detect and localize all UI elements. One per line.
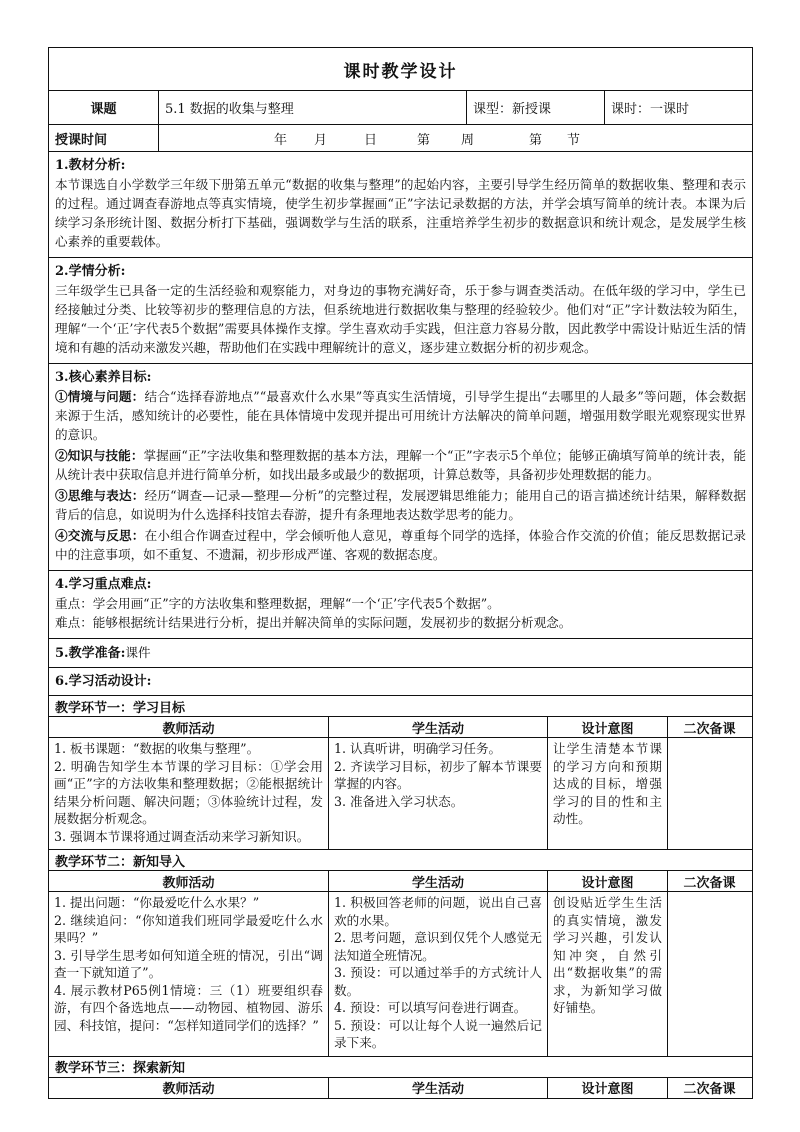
goal-head: ④交流与反思： (55, 528, 145, 543)
teacher-step: 1. 提出问题：“你最爱吃什么水果？” (54, 895, 260, 910)
teacher-step: 1. 板书课题：“数据的收集与整理”。 (54, 741, 260, 756)
lesson-hours: 课时：一课时 (611, 102, 690, 117)
table-row (49, 891, 752, 1056)
section-heading: 4.学习重点难点: (55, 577, 152, 592)
stage-block (48, 850, 753, 1057)
preparation-text: 课件 (125, 645, 151, 660)
time-week-prefix: 第 (417, 132, 431, 148)
section-learner-analysis (48, 258, 753, 364)
design-intent: 创设贴近学生生活的真实情境，激发学习兴趣，引发认知冲突，自然引出“数据收集”的需求，为新知学习做好铺垫。 (548, 892, 668, 1056)
goal-item (55, 387, 746, 444)
header-teacher: 教师活动 (49, 871, 329, 891)
teacher-step: 3. 引导学生思考如何知道全班的情况，引出“调查一下就知道了”。 (54, 947, 323, 980)
section-heading: 5.教学准备: (55, 646, 126, 661)
stage-block (48, 696, 753, 850)
section-activity-design (48, 668, 753, 696)
table-header-row (49, 716, 752, 737)
time-section-prefix: 第 (529, 132, 543, 148)
goal-item (55, 486, 746, 524)
goal-item (55, 446, 746, 484)
stage-title: 教学环节二：新知导入 (55, 854, 186, 870)
student-step: 4. 预设：可以填写问卷进行调查。 (334, 1000, 527, 1015)
time-month: 月 (314, 132, 328, 148)
header-teacher: 教师活动 (49, 717, 329, 737)
stage-title: 教学环节一：学习目标 (55, 700, 186, 716)
student-step: 5. 预设：可以让每个人说一遍然后记录下来。 (334, 1017, 542, 1050)
section-preparation (48, 639, 753, 668)
teacher-step: 3. 强调本节课将通过调查活动来学习新知识。 (54, 828, 310, 844)
section-heading: 6.学习活动设计: (55, 674, 152, 689)
time-section-suffix: 节 (567, 132, 581, 148)
design-intent: 让学生清楚本节课的学习方向和预期达成的目标，增强学习的目的性和主动性。 (548, 738, 668, 849)
header-intent: 设计意图 (548, 1078, 668, 1098)
document-title: 课时教学设计 (48, 47, 753, 91)
student-step: 1. 认真听讲，明确学习任务。 (334, 741, 502, 756)
goal-text: 在小组合作调查过程中，学会倾听他人意见，尊重每个同学的选择，体验合作交流的价值；能反思数据记录中的注意事项，如不重复、不遗漏，初步形成严谨、客观的数据态度。 (55, 528, 747, 562)
header-teacher: 教师活动 (49, 1078, 329, 1098)
topic-label: 课题 (49, 91, 159, 124)
header-student: 学生活动 (329, 871, 548, 891)
student-step: 3. 预设：可以通过举手的方式统计人数。 (334, 965, 542, 998)
goal-head: ①情境与问题： (55, 389, 145, 404)
teacher-activity (49, 892, 329, 1056)
header-student: 学生活动 (329, 717, 548, 737)
section-text: 本节课选自小学数学三年级下册第五单元“数据的收集与整理”的起始内容，主要引导学生经历简单的数据收集、整理和表示的过程。通过调查春游地点等真实情境，使学生初步掌握画“正”字法记录数据的方法，并学会填写简单的统计表。本课为后续学习条形统计图、数据分析打下基础，强调数学与生活的联系，注重培养学生初步的数据意识和统计观念，是发展学生核心素养的重要载体。 (55, 177, 746, 249)
second-notes (668, 892, 751, 1056)
student-activity (329, 892, 548, 1056)
time-week-suffix: 周 (461, 132, 475, 148)
lesson-type: 课型：新授课 (467, 91, 605, 124)
teacher-activity (49, 738, 329, 849)
section-heading: 2.学情分析: (55, 264, 126, 279)
difficult-point: 难点：能够根据统计结果进行分析，提出并解决简单的实际问题，发展初步的数据分析观念。 (55, 615, 572, 630)
teacher-step: 4. 展示教材P65例1情境：三（1）班要组织春游，有四个备选地点——动物园、植物园、游乐园、科技馆，提问：“怎样知道同学们的选择？” (54, 982, 323, 1033)
header-notes: 二次备课 (683, 721, 736, 737)
student-step: 2. 思考问题，意识到仅凭个人感觉无法知道全班情况。 (334, 930, 542, 963)
teacher-step: 2. 明确告知学生本节课的学习目标：①学会用画“正”字的方法收集和整理数据；②能根据统计结果分析问题、解决问题；③体验统计过程，发展数据分析观念。 (54, 758, 323, 826)
header-student: 学生活动 (329, 1078, 548, 1098)
goal-text: 经历“调查—记录—整理—分析”的完整过程，发展逻辑思维能力；能用自己的语言描述统计结果，解释数据背后的信息，如说明为什么选择科技馆去春游，提升有条理地表达数学思考的能力。 (55, 488, 746, 522)
time-day: 日 (364, 132, 378, 148)
section-text: 三年级学生已具备一定的生活经验和观察能力，对身边的事物充满好奇，乐于参与调查类活动。在低年级的学习中，学生已经接触过分类、比较等初步的整理信息的方法，但系统地进行数据收集与整理的经验较少。他们对“正”字计数法较为陌生，理解“一个‘正’字代表5个数据”需要具体操作支撑。学生喜欢动手实践，但注意力容易分散，因此教学中需设计贴近生活的情境和有趣的活动来激发兴趣，帮助他们在实践中理解统计的意义，逐步建立数据分析的初步观念。 (55, 283, 746, 355)
goal-item (55, 526, 746, 564)
header-intent: 设计意图 (548, 871, 668, 891)
second-notes (668, 738, 751, 849)
table-header-row (49, 870, 752, 891)
section-heading: 3.核心素养目标: (55, 370, 152, 385)
goal-head: ②知识与技能： (55, 448, 144, 463)
header-notes: 二次备课 (683, 1082, 736, 1097)
time-year: 年 (274, 132, 288, 148)
goal-text: 掌握画“正”字法收集和整理数据的基本方法，理解一个“正”字表示5个单位；能够正确填写简单的统计表，能从统计表中获取信息并进行简单分析，如找出最多或最少的数据项，计算总数等，具备初步处理数据的能力。 (55, 448, 746, 482)
time-row (48, 125, 753, 152)
table-row (49, 737, 752, 849)
goal-head: ③思维与表达： (55, 488, 145, 503)
section-key-difficult (48, 571, 753, 639)
time-label: 授课时间 (49, 125, 159, 151)
header-notes: 二次备课 (683, 875, 736, 891)
student-activity (329, 738, 548, 849)
goal-text: 结合“选择春游地点”“最喜欢什么水果”等真实生活情境，引导学生提出“去哪里的人最多”等问题，体会数据来源于生活，感知统计的必要性，能在具体情境中发现并提出可用统计方法解决的简单问题，增强用数学眼光观察现实世界的意识。 (55, 389, 747, 442)
stage-block (48, 1057, 753, 1099)
student-step: 1. 积极回答老师的问题，说出自己喜欢的水果。 (334, 895, 542, 928)
section-heading: 1.教材分析: (55, 158, 126, 173)
stage-title: 教学环节三：探索新知 (55, 1061, 186, 1076)
key-point: 重点：学会用画“正”字的方法收集和整理数据，理解“一个‘正’字代表5个数据”。 (55, 596, 500, 611)
student-step: 3. 准备进入学习状态。 (334, 793, 464, 809)
section-core-goals (48, 364, 753, 571)
student-step: 2. 齐读学习目标，初步了解本节课要掌握的内容。 (334, 758, 542, 791)
header-intent: 设计意图 (548, 717, 668, 737)
topic-row (48, 91, 753, 125)
time-fields (159, 125, 752, 151)
topic-value: 5.1 数据的收集与整理 (159, 91, 467, 124)
table-header-row (49, 1077, 752, 1098)
section-textbook-analysis (48, 152, 753, 258)
teacher-step: 2. 继续追问：“你知道我们班同学最爱吃什么水果吗？” (54, 912, 323, 945)
lesson-plan-page (48, 47, 753, 1099)
